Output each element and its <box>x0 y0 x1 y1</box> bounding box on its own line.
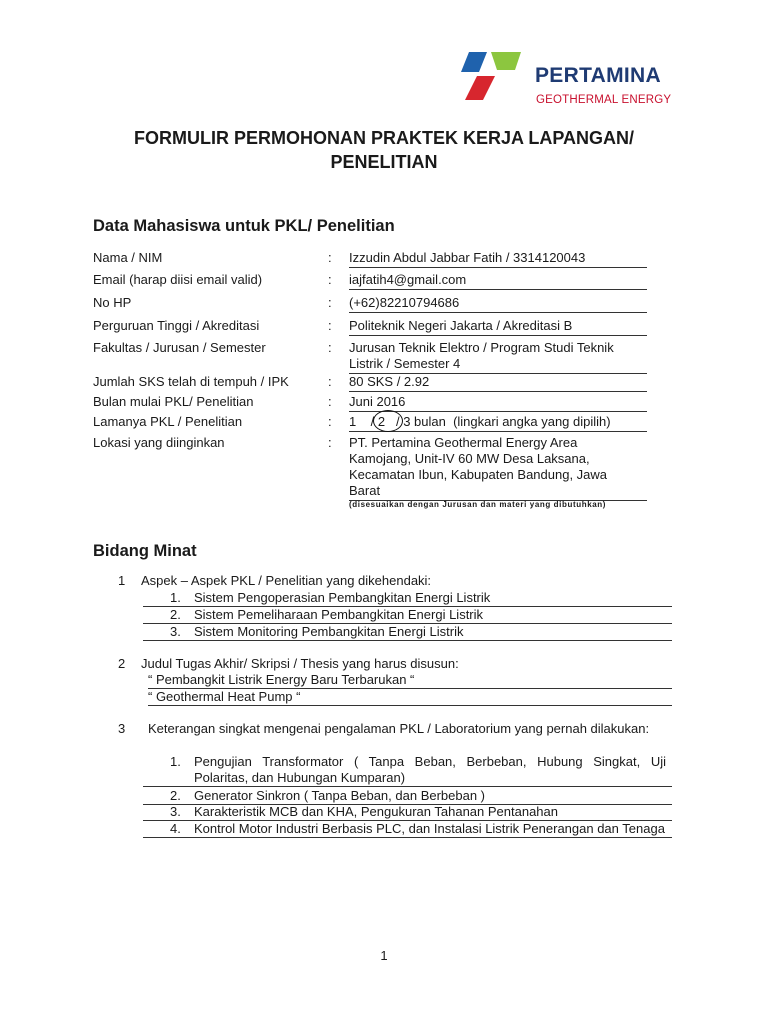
location-note: (disesuaikan dengan Jurusan dan materi yang dibutuhkan) <box>349 500 607 509</box>
field-colon: : <box>328 394 332 409</box>
list-item-number: 3. <box>170 624 181 639</box>
form-title-line-1: FORMULIR PERMOHONAN PRAKTEK KERJA LAPANGAN/ <box>133 128 634 148</box>
list-item-number: 4. <box>170 821 181 836</box>
list-item-text: Karakteristik MCB dan KHA, Pengukuran Tahanan Pentanahan <box>194 804 558 819</box>
list-item-text: Sistem Pemeliharaan Pembangkitan Energi Listrik <box>194 607 484 622</box>
field-label: Jumlah SKS telah di tempuh / IPK <box>93 374 289 389</box>
field-colon: : <box>328 435 332 450</box>
field-label: Lamanya PKL / Penelitian <box>93 414 243 429</box>
field-label: Fakultas / Jurusan / Semester <box>93 340 266 355</box>
list-item <box>143 607 672 624</box>
question-number: 3 <box>118 721 126 736</box>
list-item-text: Sistem Monitoring Pembangkitan Energi Listrik <box>194 624 464 639</box>
list-item-text: Sistem Pengoperasian Pembangkitan Energi Listrik <box>194 590 491 605</box>
field-colon: : <box>328 340 332 355</box>
list-item-number: 2. <box>170 607 181 622</box>
field-colon: : <box>328 295 332 310</box>
field-colon: : <box>328 414 332 429</box>
field-value: 80 SKS / 2.92 <box>349 374 647 392</box>
field-colon: : <box>328 272 332 287</box>
selected-duration-circle <box>373 410 403 432</box>
field-label: No HP <box>93 295 132 310</box>
list-item <box>143 624 672 641</box>
pertamina-logo <box>455 44 675 112</box>
question-text: Aspek – Aspek PKL / Penelitian yang dikehendaki: <box>141 573 432 588</box>
field-colon: : <box>328 250 332 265</box>
field-value: Izzudin Abdul Jabbar Fatih / 3314120043 <box>349 250 647 268</box>
list-item <box>143 804 672 821</box>
field-value: iajfatih4@gmail.com <box>349 272 647 290</box>
field-value: Jurusan Teknik Elektro / Program Studi Teknik Listrik / Semester 4 <box>349 340 647 374</box>
list-item-number: 1. <box>170 754 181 769</box>
list-item-text: Generator Sinkron ( Tanpa Beban, dan Berbeban ) <box>194 788 486 803</box>
field-value: (+62)82210794686 <box>349 295 647 313</box>
list-item-number: 2. <box>170 788 181 803</box>
list-item-number: 3. <box>170 804 181 819</box>
field-label: Nama / NIM <box>93 250 163 265</box>
field-value: Politeknik Negeri Jakarta / Akreditasi B <box>349 318 647 336</box>
logo-subtitle: GEOTHERMAL ENERGY <box>536 94 672 106</box>
field-label: Email (harap diisi email valid) <box>93 272 263 287</box>
field-label: Lokasi yang diinginkan <box>93 435 225 450</box>
pertamina-emblem-icon <box>455 48 525 100</box>
question-number: 1 <box>118 573 126 588</box>
thesis-answer: “ Geothermal Heat Pump “ <box>148 689 672 706</box>
field-value: 1 / 2 / 3 bulan (lingkari angka yang dipilih) <box>349 414 647 432</box>
list-item-text: Kontrol Motor Industri Berbasis PLC, dan Instalasi Listrik Penerangan dan Tenaga <box>194 821 665 836</box>
list-item-number: 1. <box>170 590 181 605</box>
field-value: PT. Pertamina Geothermal Energy Area Kamojang, Unit-IV 60 MW Desa Laksana, Kecamatan Ibun, Kabupaten Bandung, Jawa Barat <box>349 435 647 501</box>
question-text: Keterangan singkat mengenai pengalaman PKL / Laboratorium yang pernah dilakukan: <box>148 721 650 736</box>
list-item <box>143 788 672 805</box>
question-number: 2 <box>118 656 126 671</box>
form-title-line-2: PENELITIAN <box>330 152 438 172</box>
logo-name: PERTAMINA <box>535 64 661 87</box>
field-label: Bulan mulai PKL/ Penelitian <box>93 394 254 409</box>
field-label: Perguruan Tinggi / Akreditasi <box>93 318 260 333</box>
field-colon: : <box>328 374 332 389</box>
list-item <box>143 821 672 838</box>
list-item <box>143 590 672 607</box>
student-section-heading: Data Mahasiswa untuk PKL/ Penelitian <box>93 217 395 235</box>
field-colon: : <box>328 318 332 333</box>
list-item-text: Pengujian Transformator ( Tanpa Beban, Berbeban, Hubung Singkat, Uji Polaritas, dan Hubungan Kumparan) <box>194 754 666 785</box>
list-item <box>143 754 672 787</box>
thesis-answer: “ Pembangkit Listrik Energy Baru Terbarukan “ <box>148 672 672 689</box>
field-value: Juni 2016 <box>349 394 647 412</box>
form-title <box>60 126 708 174</box>
question-text: Judul Tugas Akhir/ Skripsi / Thesis yang harus disusun: <box>141 656 459 671</box>
page-number: 1 <box>380 948 388 963</box>
interest-section-heading: Bidang Minat <box>93 542 197 560</box>
